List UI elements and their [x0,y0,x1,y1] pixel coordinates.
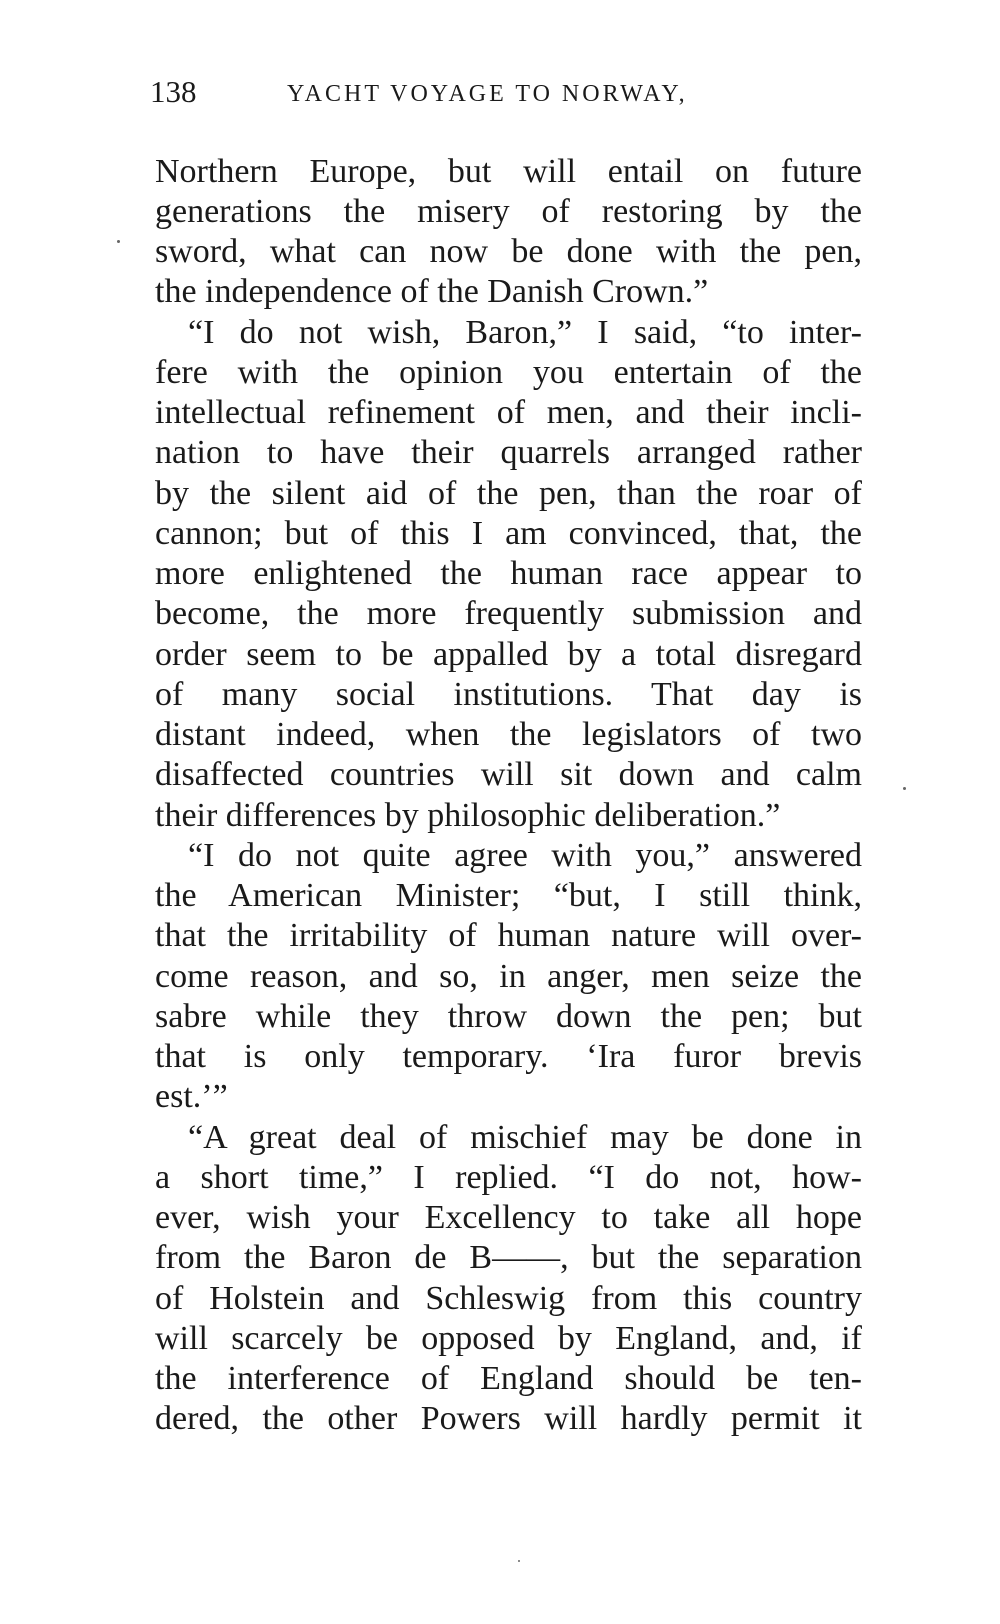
text-line: of many social institutions. That day is [155,676,862,713]
running-head [150,72,870,112]
text-line: become, the more frequently submission and [155,595,862,632]
text-line: will scarcely be opposed by England, and, if [155,1320,862,1357]
text-line: cannon; but of this I am convinced, that, the [155,515,862,552]
paragraph-first-line: “A great deal of mischief may be done in [188,1119,862,1156]
text-line: order seem to be appalled by a total disregard [155,636,862,673]
text-line: of Holstein and Schleswig from this country [155,1280,862,1317]
text-line: nation to have their quarrels arranged rather [155,434,862,471]
text-line: by the silent aid of the pen, than the roar of [155,475,862,512]
text-line: their differences by philosophic deliberation.” [155,797,781,834]
text-line: sword, what can now be done with the pen, [155,233,862,270]
text-line: generations the misery of restoring by the [155,193,862,230]
running-title: YACHT VOYAGE TO NORWAY, [287,81,688,107]
text-line: disaffected countries will sit down and calm [155,756,862,793]
text-line: that the irritability of human nature will over- [155,917,862,954]
text-line: that is only temporary. ‘Ira furor brevis [155,1038,862,1075]
print-speck [117,240,120,243]
text-line: from the Baron de B——, but the separation [155,1239,862,1276]
page-number: 138 [150,74,197,109]
text-line: fere with the opinion you entertain of the [155,354,862,391]
paragraph-first-line: “I do not quite agree with you,” answered [188,837,862,874]
text-line: intellectual refinement of men, and their incli- [155,394,862,431]
text-line: est.’” [155,1078,228,1115]
text-line: the interference of England should be ten- [155,1360,862,1397]
text-line: come reason, and so, in anger, men seize the [155,958,862,995]
text-line: dered, the other Powers will hardly permit it [155,1400,862,1437]
paragraph-first-line: “I do not wish, Baron,” I said, “to inter- [188,314,862,351]
print-speck [518,1560,520,1562]
text-line: distant indeed, when the legislators of two [155,716,862,753]
text-line: a short time,” I replied. “I do not, how- [155,1159,862,1196]
text-line: the American Minister; “but, I still think, [155,877,862,914]
text-line: the independence of the Danish Crown.” [155,273,709,310]
text-line: Northern Europe, but will entail on future [155,153,862,190]
text-line: ever, wish your Excellency to take all hope [155,1199,862,1236]
text-line: more enlightened the human race appear to [155,555,862,592]
print-speck [903,787,906,790]
text-line: sabre while they throw down the pen; but [155,998,862,1035]
